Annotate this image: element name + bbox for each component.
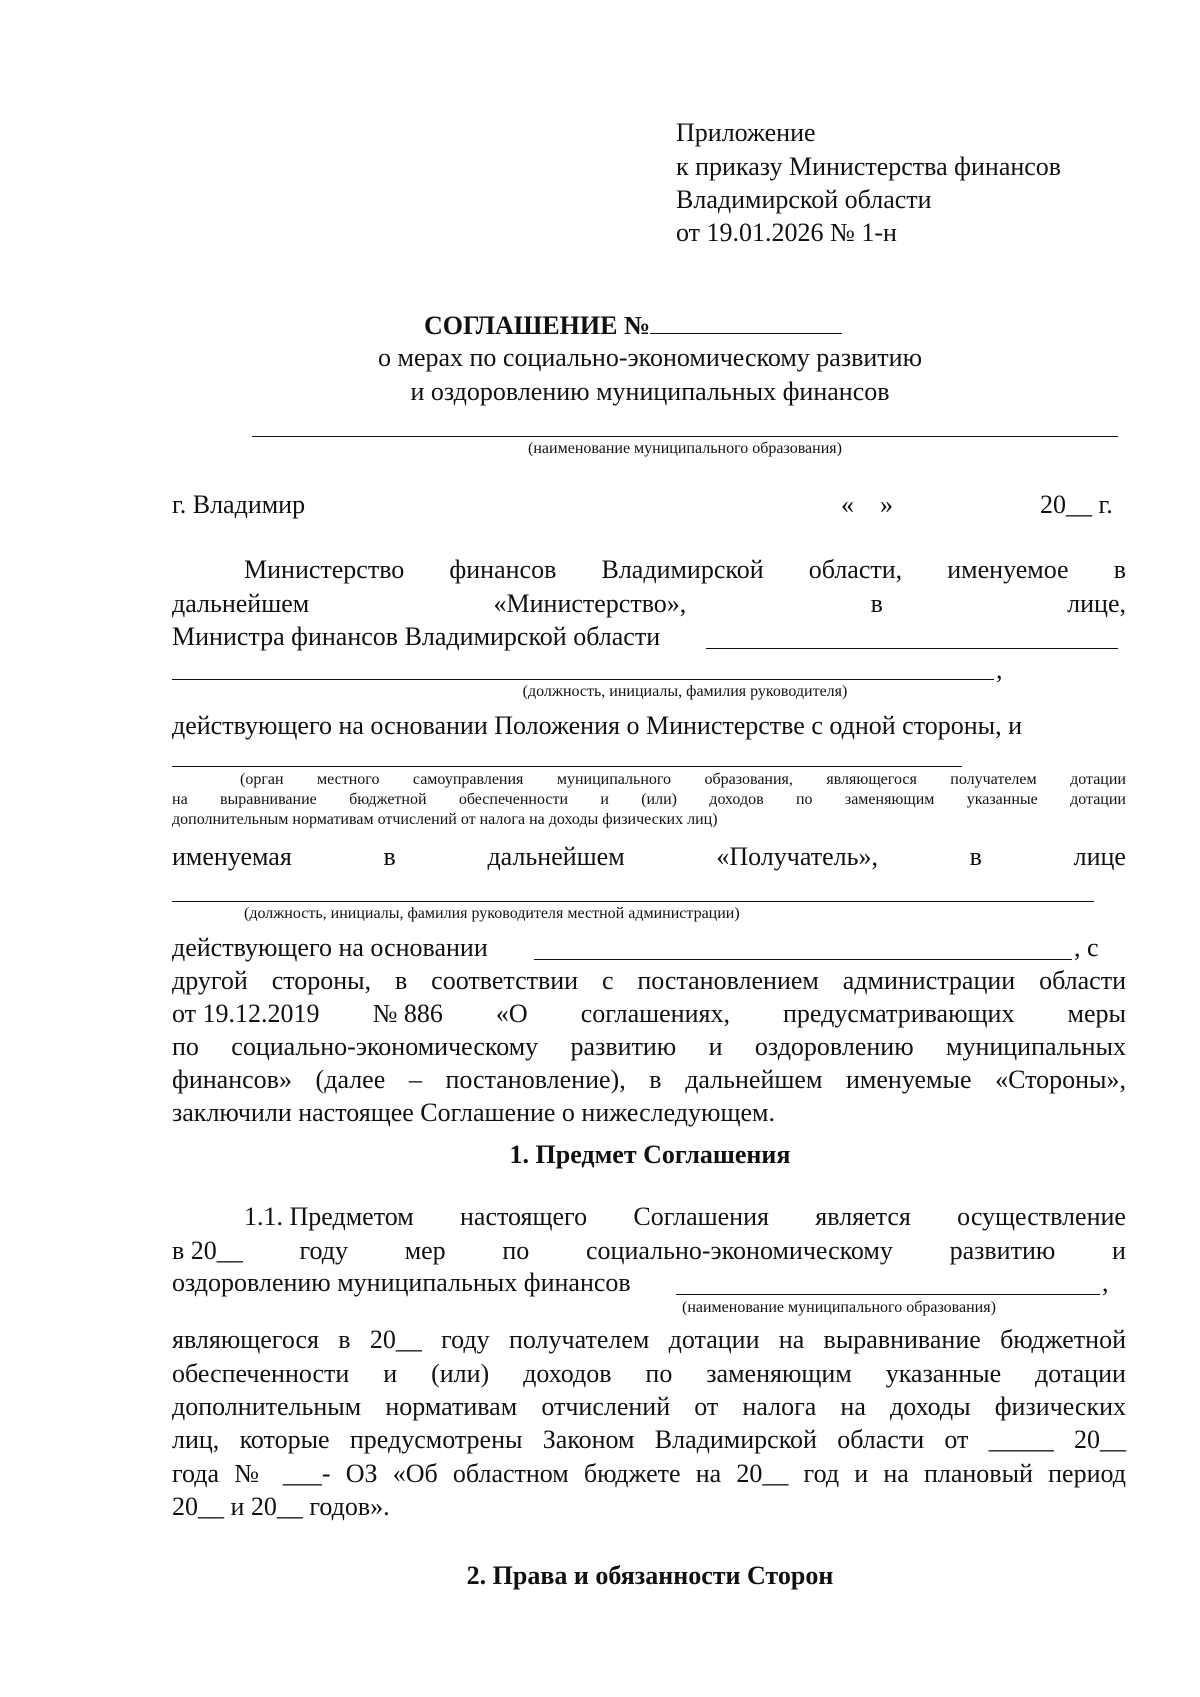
word: от 19.12.2019 — [172, 999, 320, 1028]
word: «Получатель», — [716, 842, 878, 871]
head-caption: (должность, инициалы, фамилия руководителя) — [522, 683, 848, 700]
section-1-line-5 — [172, 1361, 1126, 1387]
word: и — [1112, 1236, 1126, 1265]
word: «Министерство», — [493, 589, 687, 618]
line-text: другой стороны, в соответствии с постановлением администрации области — [172, 966, 1126, 995]
word: по — [502, 1236, 530, 1265]
line-text: лиц, которые предусмотрены Законом Владимирской области от _____ 20__ — [172, 1425, 1126, 1454]
section-1-heading: 1. Предмет Соглашения — [509, 1140, 791, 1169]
word: в — [1113, 555, 1126, 584]
mo-name-line — [252, 436, 1118, 437]
head-line-comma: , — [996, 655, 1003, 684]
line-text: являющегося в 20__ году получателем дотации на выравнивание бюджетной — [172, 1325, 1126, 1354]
section-1-line-1 — [244, 1204, 1126, 1230]
word: именуемая — [172, 842, 292, 871]
word: мер — [404, 1236, 446, 1265]
section-1-line-6 — [172, 1394, 1126, 1420]
head-name-line — [172, 679, 994, 680]
line-text: по социально-экономическому развитию и оздоровлению муниципальных — [172, 1032, 1126, 1061]
word: «О — [495, 999, 528, 1028]
appendix-line-1: Приложение — [676, 118, 816, 147]
word: социально-экономическому — [586, 1236, 893, 1265]
word: соглашениях, — [580, 999, 730, 1028]
mo-name-caption: (наименование муниципального образования) — [528, 440, 842, 457]
basis-line — [534, 959, 1072, 960]
organ-caption-2: на выравнивание бюджетной обеспеченности и (или) доходов по заменяющим указанные дотации — [172, 791, 1126, 808]
agreement-title-text: СОГЛАШЕНИЕ № — [424, 311, 651, 340]
word: в — [969, 842, 982, 871]
agreement-number-blank — [650, 311, 842, 334]
word: меры — [1067, 999, 1126, 1028]
parties-line-1 — [244, 557, 1126, 583]
word: 1.1. Предметом — [244, 1202, 414, 1231]
word: Министерство — [244, 555, 405, 584]
line-text: дополнительным нормативам отчислений от налога на доходы физических — [172, 1392, 1126, 1421]
word: заменяющим — [706, 1359, 852, 1388]
line-text: года № ___- ОЗ «Об областном бюджете на 20__ год и на плановый период — [172, 1459, 1126, 1488]
section-1-mo-caption: (наименование муниципального образования) — [682, 1299, 996, 1316]
parties-line-7-start: действующего на основании — [172, 933, 488, 962]
title-subline-2: и оздоровлению муниципальных финансов — [410, 377, 890, 406]
word: и — [383, 1359, 398, 1388]
title-subline-1: о мерах по социально-экономическому развитию — [377, 343, 923, 372]
place-city: г. Владимир — [172, 490, 306, 519]
word: Соглашения — [633, 1202, 769, 1231]
section-1-line-7 — [172, 1427, 1126, 1453]
date-year: 20__ г. — [1040, 490, 1113, 519]
word: настоящего — [460, 1202, 588, 1231]
parties-line-9 — [172, 1001, 1126, 1027]
appendix-line-4: от 19.01.2026 № 1-н — [676, 218, 897, 247]
minister-name-line — [706, 648, 1118, 649]
word: указанные — [885, 1359, 1002, 1388]
word: лице, — [1067, 589, 1126, 618]
word: дальнейшем — [487, 842, 625, 871]
word: № 886 — [372, 999, 443, 1028]
word: (или) — [431, 1359, 490, 1388]
parties-line-3 — [172, 624, 660, 650]
agreement-title — [424, 311, 842, 339]
appendix-line-3: Владимирской области — [676, 185, 932, 214]
parties-line-12: заключили настоящее Соглашение о нижеследующем. — [172, 1098, 775, 1127]
word: в 20__ — [172, 1236, 243, 1265]
word: Владимирской — [601, 555, 764, 584]
section-1-line-3: оздоровлению муниципальных финансов — [172, 1268, 631, 1297]
word: предусматривающих — [783, 999, 1015, 1028]
line-text: финансов» (далее – постановление), в дальнейшем именуемые «Стороны», — [172, 1065, 1126, 1094]
parties-line-7-end: , с — [1074, 933, 1099, 962]
word: финансов — [449, 555, 557, 584]
word: является — [815, 1202, 911, 1231]
parties-line-5: действующего на основании Положения о Министерстве с одной стороны, и — [172, 711, 1023, 740]
word: области, — [808, 555, 903, 584]
word: лице — [1073, 842, 1126, 871]
word: в — [383, 842, 396, 871]
local-head-caption: (должность, инициалы, фамилия руководителя местной администрации) — [244, 905, 740, 922]
section-1-line-3-end: , — [1102, 1268, 1109, 1297]
section-1-mo-line — [676, 1294, 1100, 1295]
word: дальнейшем — [172, 589, 310, 618]
word: осуществление — [957, 1202, 1126, 1231]
word: в — [870, 589, 883, 618]
word: по — [645, 1359, 673, 1388]
local-head-line — [172, 901, 1094, 902]
date-quotes: « » — [841, 490, 893, 519]
word: развитию — [949, 1236, 1056, 1265]
organ-caption-1: (орган местного самоуправления муниципального образования, являющегося получателем дотации — [240, 771, 1126, 788]
organ-caption — [172, 770, 1126, 830]
organ-caption-3: дополнительным нормативам отчислений от налога на доходы физических лиц) — [172, 811, 718, 828]
parties-line-10 — [172, 1034, 1126, 1060]
parties-line-6 — [172, 844, 1126, 870]
parties-line-11 — [172, 1067, 1126, 1093]
section-1-line-9: 20__ и 20__ годов». — [172, 1492, 390, 1521]
section-1-line-4 — [172, 1327, 1126, 1353]
word: именуемое — [947, 555, 1069, 584]
section-1-line-2 — [172, 1238, 1126, 1264]
word: дотации — [1035, 1359, 1126, 1388]
minister-text: Министра финансов Владимирской области — [172, 622, 661, 651]
word: обеспеченности — [172, 1359, 350, 1388]
word: доходов — [523, 1359, 612, 1388]
organ-name-line — [172, 766, 962, 767]
parties-line-8 — [172, 968, 1126, 994]
appendix-line-2: к приказу Министерства финансов — [676, 152, 1062, 181]
parties-line-2 — [172, 591, 1126, 617]
section-1-line-8 — [172, 1461, 1126, 1487]
section-2-heading: 2. Права и обязанности Сторон — [466, 1561, 834, 1590]
word: году — [299, 1236, 348, 1265]
